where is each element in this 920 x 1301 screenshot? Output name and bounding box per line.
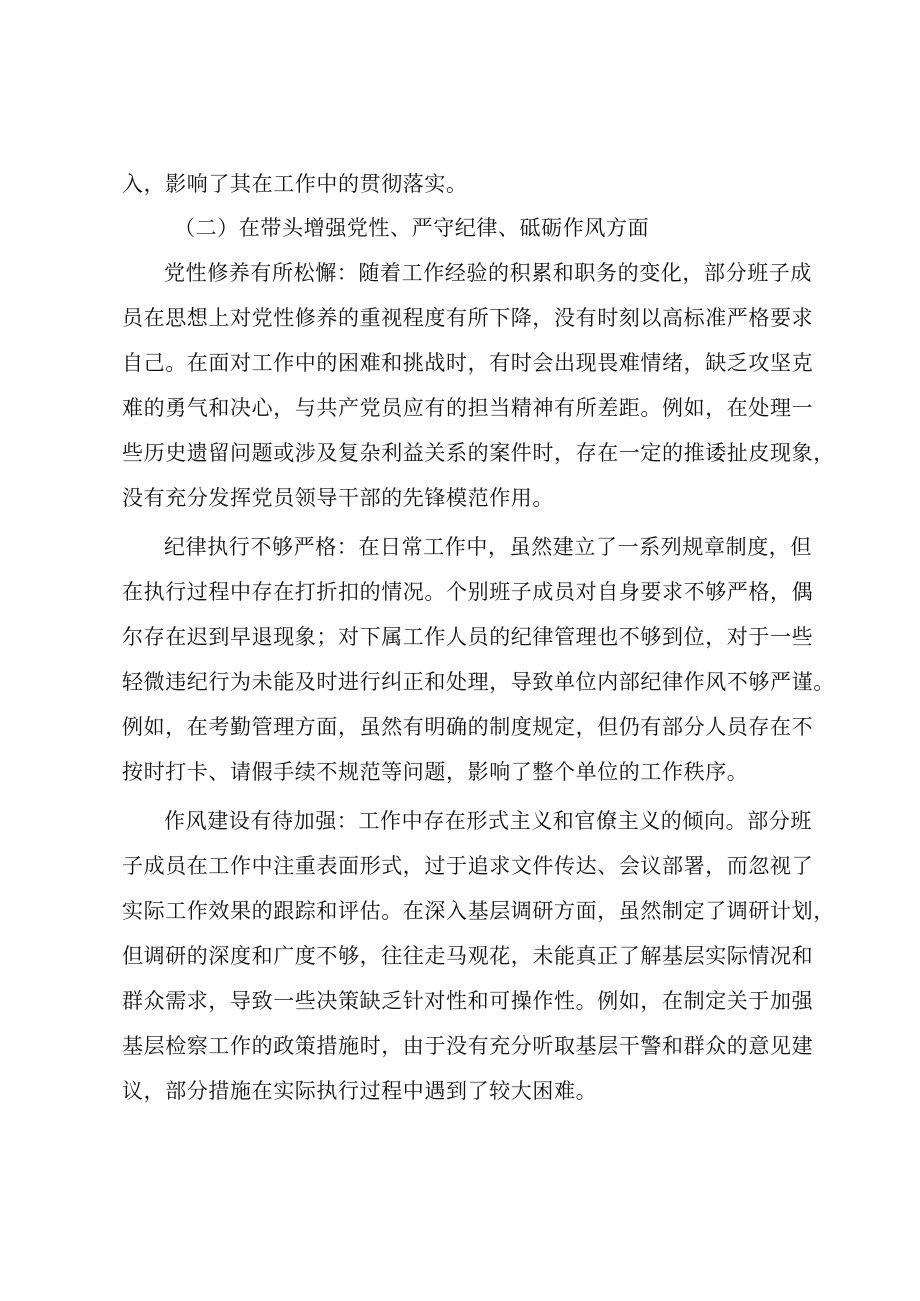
paragraph-line: 子成员在工作中注重表面形式，过于追求文件传达、会议部署，而忽视了	[122, 854, 814, 878]
paragraph-line: 例如，在考勤管理方面，虽然有明确的制度规定，但仍有部分人员存在不	[122, 715, 814, 739]
paragraph-line: 难的勇气和决心，与共产党员应有的担当精神有所差距。例如，在处理一	[122, 396, 814, 420]
paragraph-line: 纪律执行不够严格：在日常工作中，虽然建立了一系列规章制度，但	[164, 535, 812, 559]
paragraph-line: 轻微违纪行为未能及时进行纠正和处理，导致单位内部纪律作风不够严谨。	[122, 670, 835, 694]
paragraph-line: 员在思想上对党性修养的重视程度有所下降，没有时刻以高标准严格要求	[122, 306, 814, 330]
paragraph-line: 但调研的深度和广度不够，往往走马观花，未能真正了解基层实际情况和	[122, 944, 814, 968]
paragraph-line: 实际工作效果的跟踪和评估。在深入基层调研方面，虽然制定了调研计划，	[122, 899, 835, 923]
paragraph-line: 基层检察工作的政策措施时，由于没有充分听取基层干警和群众的意见建	[122, 1034, 814, 1058]
paragraph-line: 议，部分措施在实际执行过程中遇到了较大困难。	[122, 1079, 598, 1103]
paragraph-line: 作风建设有待加强：工作中存在形式主义和官僚主义的倾向。部分班	[164, 809, 812, 833]
paragraph-line: 没有充分发挥党员领导干部的先锋模范作用。	[122, 486, 554, 510]
section-heading: （二）在带头增强党性、严守纪律、砥砺作风方面	[174, 216, 650, 240]
paragraph-line: 群众需求，导致一些决策缺乏针对性和可操作性。例如，在制定关于加强	[122, 989, 814, 1013]
paragraph-line: 些历史遗留问题或涉及复杂利益关系的案件时，存在一定的推诿扯皮现象，	[122, 441, 835, 465]
continuation-line: 入，影响了其在工作中的贯彻落实。	[122, 172, 468, 196]
paragraph-line: 在执行过程中存在打折扣的情况。个别班子成员对自身要求不够严格，偶	[122, 580, 814, 604]
paragraph-line: 自己。在面对工作中的困难和挑战时，有时会出现畏难情绪，缺乏攻坚克	[122, 351, 814, 375]
paragraph-line: 尔存在迟到早退现象；对下属工作人员的纪律管理也不够到位，对于一些	[122, 625, 814, 649]
paragraph-line: 党性修养有所松懈：随着工作经验的积累和职务的变化，部分班子成	[164, 261, 812, 285]
paragraph-line: 按时打卡、请假手续不规范等问题，影响了整个单位的工作秩序。	[122, 760, 749, 784]
